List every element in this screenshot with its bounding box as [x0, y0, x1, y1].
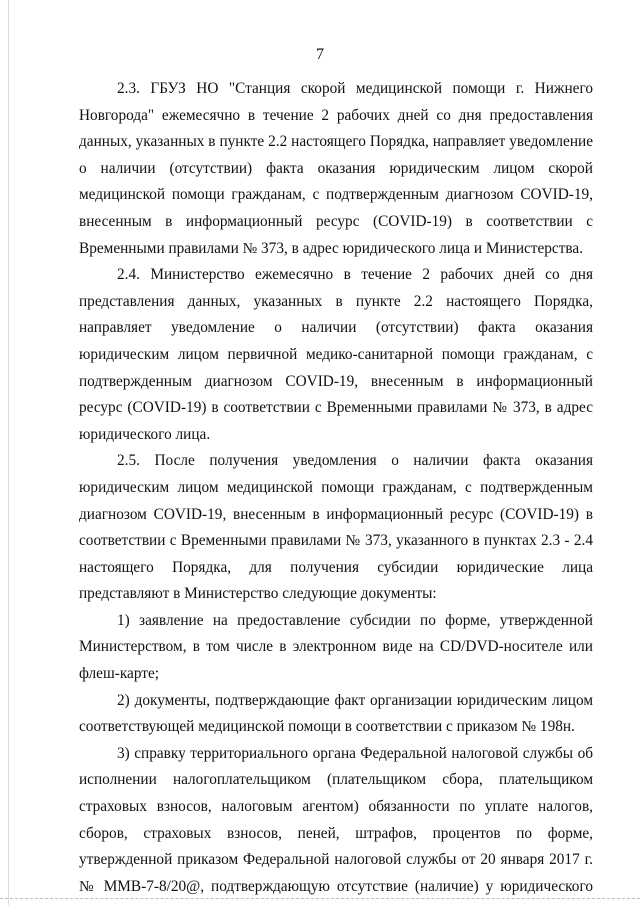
- page-number: 7: [316, 46, 324, 63]
- page-edge-line: [8, 0, 9, 905]
- document-body: [79, 76, 593, 900]
- list-item-1: 1) заявление на предоставление субсидии по форме, утвержденной Министерством, в том числе в электронном виде на CD/DVD-носителе или флеш-карте;: [79, 611, 593, 683]
- paragraph-2-5: 2.5. После получения уведомления о наличии факта оказания юридическим лицом медицинской помощи гражданам, с подтвержденным диагнозом COVID-19, внесенным в информационный ресурс (COVID-19) в соответствии с Временными правилами № 373, указанного в пунктах 2.3 - 2.4 настоящего Порядка, для получения субсидии юридические лица представляют в Министерство следующие документы:: [79, 452, 593, 603]
- list-item-3: 3) справку территориального органа Федеральной налоговой службы об исполнении налогоплательщиком (плательщиком сбора, плательщиком страховых взносов, налоговым агентом) обязанности по уплате налогов, сборов, страховых взносов, пеней, штрафов, процентов по форме, утвержденной приказом Федеральной налоговой службы от 20 января 2017 г. № ММВ-7-8/20@, подтверждающую отсутствие (наличие) у юридического: [79, 744, 593, 895]
- list-item-2: 2) документы, подтверждающие факт организации юридическим лицом соответствующей медицинской помощи в соответствии с приказом № 198н.: [79, 691, 593, 736]
- paragraph-2-3: 2.3. ГБУЗ НО "Станция скорой медицинской помощи г. Нижнего Новгорода" ежемесячно в течение 2 рабочих дней со дня предоставления данных, указанных в пункте 2.2 настоящего Порядка, направляет уведомление о наличии (отсутствии) факта оказания юридическим лицом скорой медицинской помощи гражданам, с подтвержденным диагнозом COVID-19, внесенным в информационный ресурс (COVID-19) в соответствии с Временными правилами № 373, в адрес юридического лица и Министерства.: [79, 80, 593, 257]
- scan-bottom-edge: [0, 898, 640, 899]
- paragraph-2-4: 2.4. Министерство ежемесячно в течение 2 рабочих дней со дня представления данных, указанных в пункте 2.2 настоящего Порядка, направляет уведомление о наличии (отсутствии) факта оказания юридическим лицом первичной медико-санитарной помощи гражданам, с подтвержденным диагнозом COVID-19, внесенным в информационный ресурс (COVID-19) в соответствии с Временными правилами № 373, в адрес юридического лица.: [79, 266, 593, 443]
